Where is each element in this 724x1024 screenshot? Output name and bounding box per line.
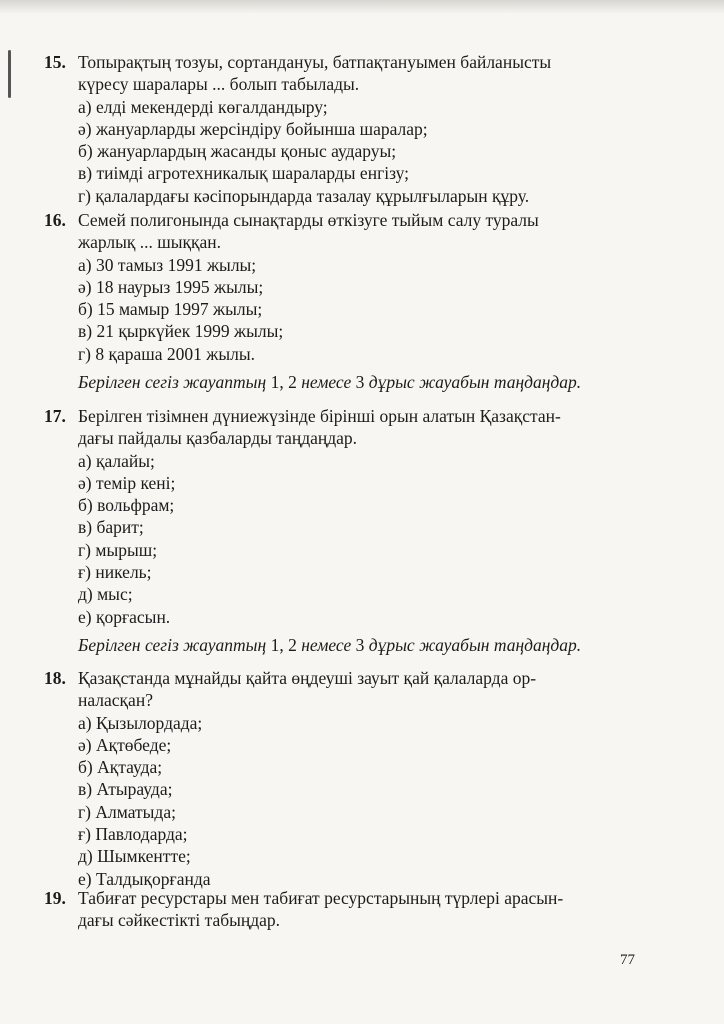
- question-number: 18.: [44, 668, 66, 688]
- answer-option: в) 21 қыркүйек 1999 жылы;: [78, 321, 284, 342]
- answer-option: ә) жануарларды жерсіндіру бойынша шаралар;: [78, 118, 428, 139]
- answer-option: в) Атырауда;: [78, 779, 173, 800]
- question-body: [78, 209, 664, 365]
- answer-option: г) қалалардағы кәсіпорындарда тазалау құрылғыларын құру.: [78, 185, 530, 206]
- answer-option: г) 8 қараша 2001 жылы.: [78, 343, 255, 364]
- page-number: 77: [620, 952, 635, 968]
- instruction-text: Берілген сегіз жауаптың 1, 2 немесе 3 дұрыс жауабын таңдаңдар.: [78, 372, 582, 392]
- answer-option: е) Талдықорғанда: [78, 868, 211, 889]
- answer-option: ә) Ақтөбеде;: [78, 734, 172, 755]
- answer-option: е) қорғасын.: [78, 606, 171, 627]
- question-body: [78, 405, 664, 628]
- question-19: [44, 887, 664, 932]
- question-text-line: наласқан?: [78, 690, 153, 711]
- answer-option: ғ) Павлодарда;: [78, 824, 188, 845]
- question-text-line: күресу шаралары ... болып табылады.: [78, 74, 360, 95]
- instruction-text: Берілген сегіз жауаптың 1, 2 немесе 3 дұрыс жауабын таңдаңдар.: [78, 635, 582, 655]
- question-number: 17.: [44, 406, 66, 426]
- question-body: [78, 887, 664, 932]
- question-16: [44, 209, 664, 365]
- question-text-line: дағы пайдалы қазбаларды таңдаңдар.: [78, 428, 358, 449]
- question-text-line: дағы сәйкестікті табыңдар.: [78, 910, 281, 931]
- answer-option: б) вольфрам;: [78, 495, 175, 516]
- question-text-line: Табиғат ресурстары мен табиғат ресурстарының түрлері арасын-: [78, 888, 564, 908]
- question-15: [44, 51, 664, 207]
- answer-option: д) мыс;: [78, 584, 133, 605]
- question-18: [44, 667, 664, 890]
- question-17: [44, 405, 664, 628]
- answer-option: г) мырыш;: [78, 539, 158, 560]
- answer-option: а) елді мекендерді көгалдандыру;: [78, 96, 328, 117]
- question-text-line: Берілген тізімнен дүниежүзінде бірінші орын алатын Қазақстан-: [78, 406, 561, 426]
- question-body: [78, 51, 664, 207]
- question-number: 15.: [44, 52, 66, 72]
- answer-option: ә) 18 наурыз 1995 жылы;: [78, 276, 264, 297]
- answer-option: б) Ақтауда;: [78, 757, 163, 778]
- question-text-line: Топырақтың тозуы, сортандануы, батпақтануымен байланысты: [78, 52, 552, 72]
- answer-option: ә) темір кені;: [78, 472, 176, 493]
- binding-mark: [8, 50, 11, 98]
- answer-option: ғ) никель;: [78, 562, 152, 583]
- question-number: 16.: [44, 210, 66, 230]
- question-body: [78, 667, 664, 890]
- answer-option: б) жануарлардың жасанды қоныс аударуы;: [78, 141, 397, 162]
- answer-option: а) қалайы;: [78, 450, 155, 471]
- scan-top-shadow: [0, 0, 724, 14]
- question-text-line: Семей полигонында сынақтарды өткізуге тыйым салу туралы: [78, 210, 539, 230]
- question-text-line: Қазақстанда мұнайды қайта өңдеуші зауыт қай қалаларда ор-: [78, 668, 537, 688]
- answer-option: в) тиімді агротехникалық шараларды енгізу;: [78, 163, 410, 184]
- question-number: 19.: [44, 888, 66, 908]
- answer-option: д) Шымкентте;: [78, 846, 191, 867]
- answer-option: в) барит;: [78, 517, 144, 538]
- answer-option: г) Алматыда;: [78, 801, 176, 822]
- answer-option: а) 30 тамыз 1991 жылы;: [78, 254, 257, 275]
- question-text-line: жарлық ... шыққан.: [78, 232, 221, 253]
- answer-option: б) 15 мамыр 1997 жылы;: [78, 299, 263, 320]
- answer-option: а) Қызылордада;: [78, 712, 203, 733]
